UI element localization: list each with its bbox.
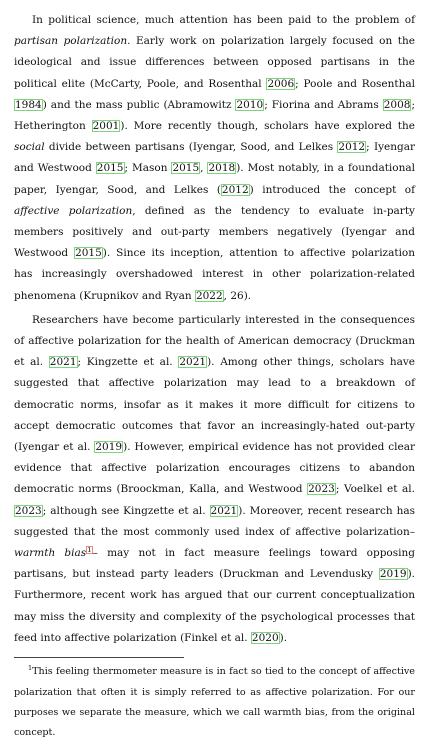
citation-link[interactable]: 2001 — [92, 120, 120, 133]
citation-link[interactable]: 2015 — [75, 247, 102, 260]
footnote-mark: 1 — [28, 663, 33, 672]
emphasis: partisan polarization — [14, 35, 128, 48]
text: ; Fiorina and Abrams — [264, 98, 383, 111]
text: ) introduced the concept of — [249, 183, 415, 196]
text: , defined as the tendency to evaluate in-party members positively and out-party members negatively (Iyengar and Westwood — [14, 204, 415, 260]
text: ). Most notably, in a foundational paper, Iyengar, Sood, and Lelkes ( — [14, 162, 415, 196]
citation-link[interactable]: 2021 — [210, 504, 238, 517]
text: ). Furthermore, recent work has argued that our current conceptualization may miss the diversity and complexity of the psychological processes that feed into affective polarization (Finkel et al. — [14, 568, 415, 644]
emphasis: warmth bias — [14, 547, 87, 560]
emphasis: affective polarization — [14, 204, 133, 217]
text: Researchers have become particularly interested in the consequences of affective polarization for the health of American democracy (Druckman et al. — [14, 313, 415, 369]
text: ) and the mass public (Abramowitz — [42, 98, 236, 111]
text: ; Iyengar and Westwood — [14, 141, 416, 175]
text: In political science, much attention has been paid to the problem of — [32, 14, 415, 26]
citation-link[interactable]: 2010 — [236, 98, 264, 111]
text: ). Since its inception, attention to affective polarization has increasingly overshadowed interest in other polarization-related phenomena (Krupnikov and Ryan — [14, 247, 416, 302]
footnote — [14, 662, 415, 744]
text: ). However, empirical evidence has not provided clear evidence that affective polarization encourages citizens to abandon democratic norms (Broockman, Kalla, and Westwood — [14, 441, 415, 496]
text: ; Mason — [124, 162, 172, 175]
citation-link[interactable]: 2023 — [308, 483, 335, 496]
text: divide between partisans (Iyengar, Sood, and Lelkes — [44, 141, 338, 154]
text: ; Kingzette et al. — [77, 356, 179, 369]
text: , 26). — [223, 289, 252, 302]
citation-link[interactable]: 2012 — [338, 141, 366, 154]
paragraph-1 — [14, 10, 415, 307]
text: , — [200, 162, 208, 175]
footnote-divider — [14, 657, 184, 658]
text: ). More recently though, scholars have explored the — [120, 120, 415, 133]
text: ). — [279, 631, 288, 644]
text: ; Hetherington — [14, 98, 415, 133]
citation-link[interactable]: 2022 — [195, 289, 223, 302]
text: . Early work on polarization largely focused on the ideological and issue differences between opposed partisans in the political elite (McCarty, Poole, and Rosenthal — [14, 35, 415, 90]
citation-link[interactable]: 2019 — [379, 568, 407, 581]
text: ). Among other things, scholars have suggested that affective polarization may lead to a breakdown of democratic norms, insofar as it makes it more difficult for citizens to accept democratic outcomes that favor an increasingly-hated out-party (Iyengar et al. — [14, 356, 415, 454]
paragraph-2 — [14, 310, 415, 649]
citation-link[interactable]: 2012 — [221, 183, 249, 196]
text: ). Moreover, recent research has suggested that the most commonly used index of affective polarization– — [14, 504, 415, 538]
text: ; Poole and Rosenthal — [295, 77, 415, 90]
footnote-ref-link[interactable]: 1 — [87, 545, 92, 554]
citation-link[interactable]: 2021 — [49, 356, 77, 369]
citation-link[interactable]: 2006 — [267, 77, 295, 90]
citation-link[interactable]: 2008 — [383, 98, 411, 111]
text: ; Voelkel et al. — [335, 483, 415, 496]
footnote-text: This feeling thermometer measure is in fact so tied to the concept of affective polarization that often it is simply referred to as affective polarization. For our purposes we separate the measure, which we call warmth bias, from the original concept. — [14, 666, 415, 739]
citation-link[interactable]: 2021 — [179, 356, 207, 369]
citation-link[interactable]: 2018 — [208, 162, 236, 175]
text: – may not in fact measure feelings toward opposing partisans, but instead party leaders (Druckman and Levendusky — [14, 547, 415, 581]
text: ; although see Kingzette et al. — [42, 504, 210, 517]
citation-link[interactable]: 2023 — [15, 504, 42, 517]
citation-link[interactable]: 2020 — [251, 631, 279, 644]
emphasis: social — [14, 141, 45, 154]
citation-link[interactable]: 2015 — [172, 162, 200, 175]
citation-link[interactable]: 1984 — [15, 98, 42, 111]
citation-link[interactable]: 2019 — [95, 441, 123, 454]
citation-link[interactable]: 2015 — [96, 162, 124, 175]
